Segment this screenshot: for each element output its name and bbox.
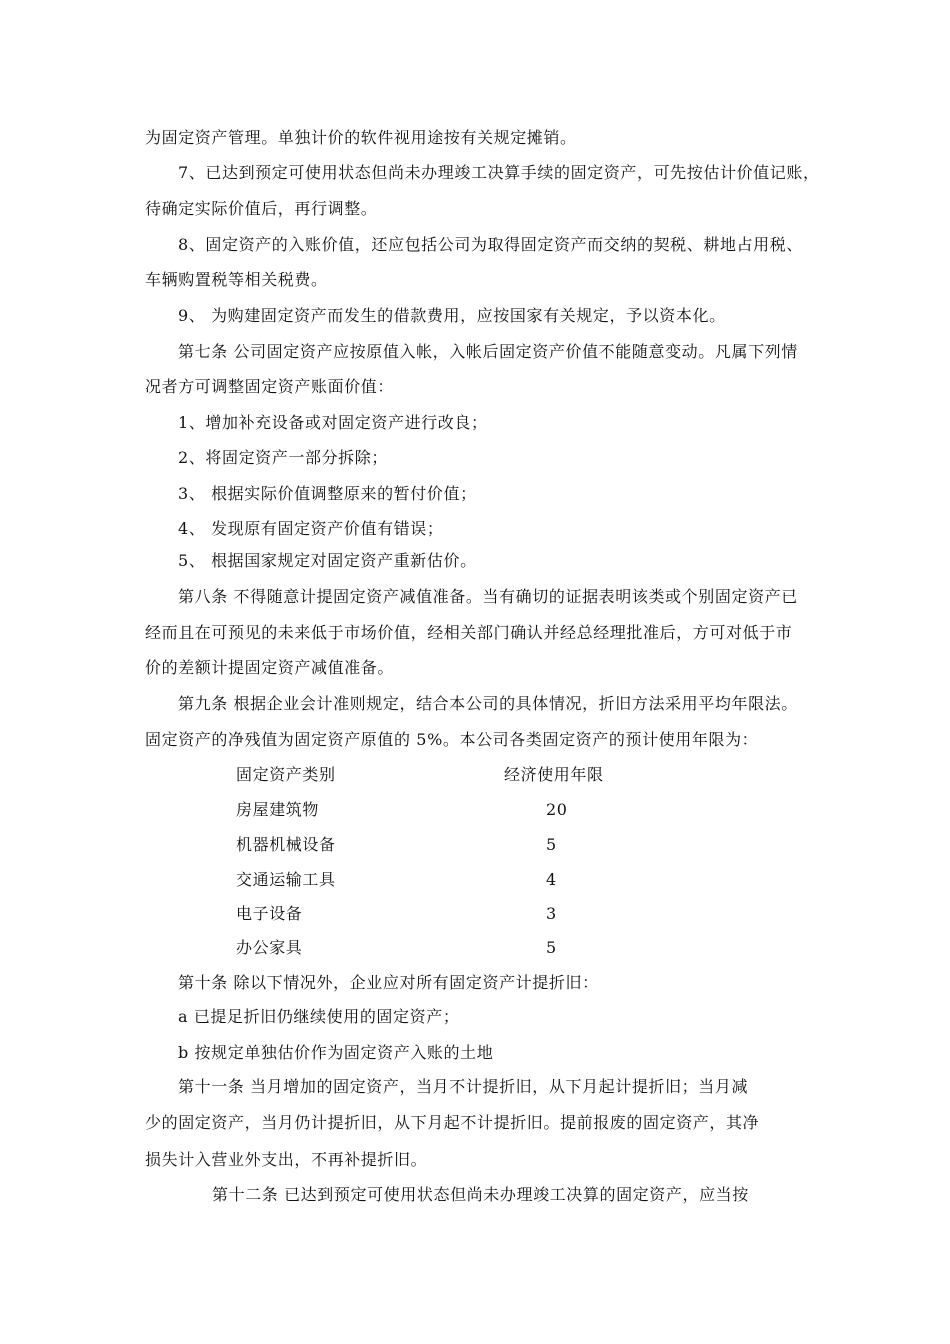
text-line: 固定资产的净残值为固定资产原值的 5%。本公司各类固定资产的预计使用年限为： xyxy=(145,730,759,749)
text-line: 2、将固定资产一部分拆除； xyxy=(178,448,388,467)
table-row-category: 房屋建筑物 xyxy=(236,800,320,819)
text-line: a 已提足折旧仍继续使用的固定资产； xyxy=(178,1007,460,1026)
text-line: 为固定资产管理。单独计价的软件视用途按有关规定摊销。 xyxy=(145,128,577,147)
text-line: 少的固定资产，当月仍计提折旧，从下月起不计提折旧。提前报废的固定资产，其净 xyxy=(145,1113,760,1132)
text-line: 9、 为购建固定资产而发生的借款费用，应按国家有关规定，予以资本化。 xyxy=(178,306,726,325)
text-line: 第十一条 当月增加的固定资产，当月不计提折旧，从下月起计提折旧；当月减 xyxy=(178,1077,749,1096)
table-row-category: 机器机械设备 xyxy=(236,835,336,854)
text-line: 损失计入营业外支出，不再补提折旧。 xyxy=(145,1150,428,1169)
table-header-years: 经济使用年限 xyxy=(504,765,604,784)
text-line: 第八条 不得随意计提固定资产减值准备。当有确切的证据表明该类或个别固定资产已 xyxy=(178,587,798,606)
text-line: 7、已达到预定可使用状态但尚未办理竣工决算手续的固定资产，可先按估计价值记账， xyxy=(178,163,820,182)
text-line: 4、 发现原有固定资产价值有错误； xyxy=(178,519,444,538)
text-line: 况者方可调整固定资产账面价值： xyxy=(145,377,395,396)
text-line: 3、 根据实际价值调整原来的暂付价值； xyxy=(178,484,477,503)
text-line: 第七条 公司固定资产应按原值入帐，入帐后固定资产价值不能随意变动。凡属下列情 xyxy=(178,342,798,361)
text-line: 第十二条 已达到预定可使用状态但尚未办理竣工决算的固定资产，应当按 xyxy=(212,1185,749,1204)
text-line: 价的差额计提固定资产减值准备。 xyxy=(145,658,395,677)
text-line: 5、 根据国家规定对固定资产重新估价。 xyxy=(178,551,477,570)
text-line: 1、增加补充设备或对固定资产进行改良； xyxy=(178,413,488,432)
text-line: 车辆购置税等相关税费。 xyxy=(145,270,328,289)
table-row-years: 5 xyxy=(546,938,557,957)
table-row-category: 交通运输工具 xyxy=(236,870,336,889)
text-line: 第十条 除以下情况外，企业应对所有固定资产计提折旧： xyxy=(178,973,599,992)
table-row-category: 办公家具 xyxy=(236,938,303,957)
text-line: b 按规定单独估价作为固定资产入账的土地 xyxy=(178,1043,494,1062)
text-line: 经而且在可预见的未来低于市场价值，经相关部门确认并经总经理批准后，方可对低于市 xyxy=(145,623,793,642)
table-row-years: 20 xyxy=(546,800,568,819)
text-line: 待确定实际价值后，再行调整。 xyxy=(145,199,378,218)
text-line: 第九条 根据企业会计准则规定，结合本公司的具体情况，折旧方法采用平均年限法。 xyxy=(178,694,798,713)
table-header-category: 固定资产类别 xyxy=(236,765,336,784)
text-line: 8、固定资产的入账价值，还应包括公司为取得固定资产而交纳的契税、耕地占用税、 xyxy=(178,235,803,254)
table-row-years: 3 xyxy=(546,904,557,923)
table-row-category: 电子设备 xyxy=(236,904,303,923)
table-row-years: 4 xyxy=(546,870,557,889)
table-row-years: 5 xyxy=(546,835,557,854)
